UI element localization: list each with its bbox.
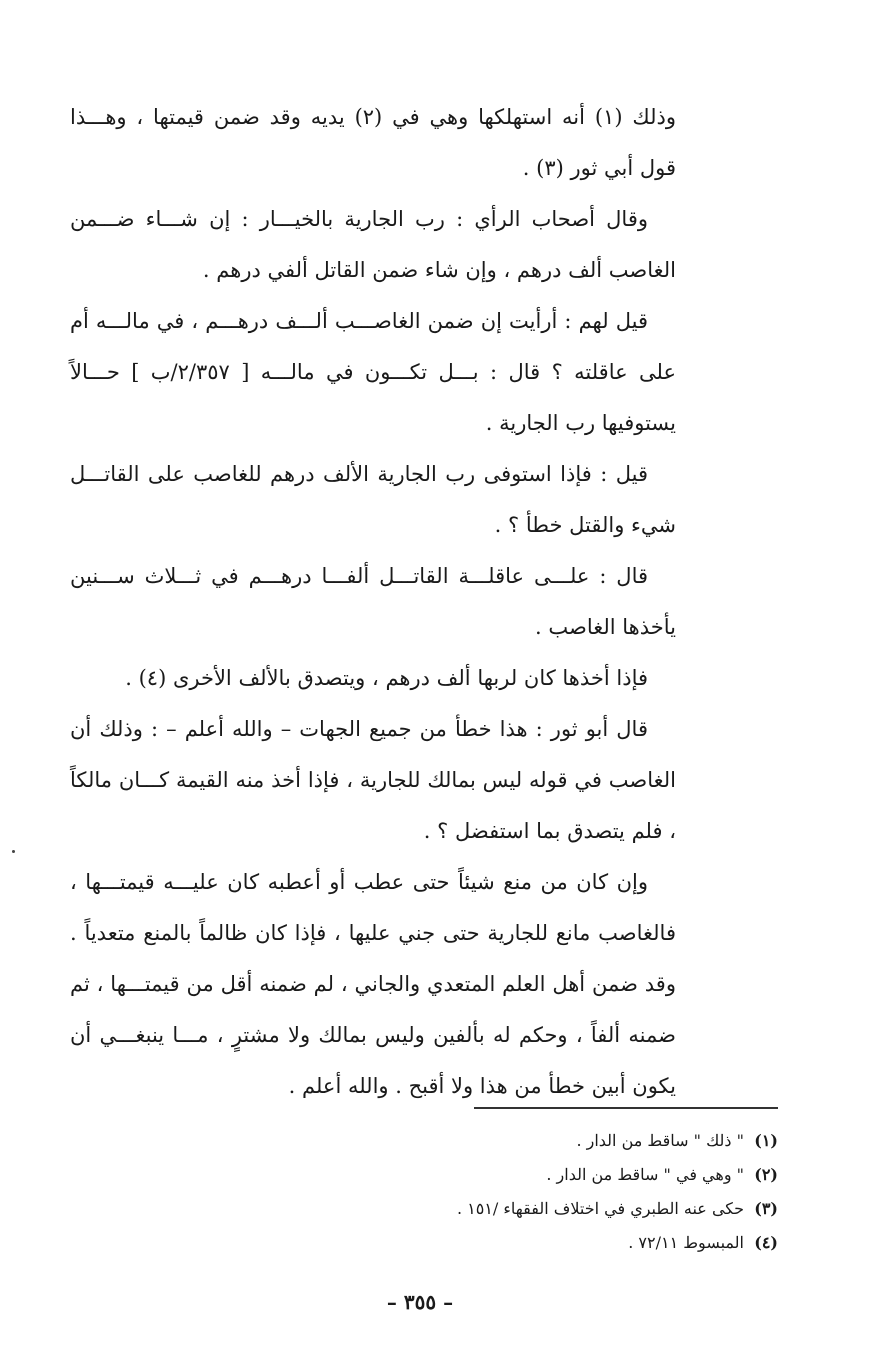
footnote-text: المبسوط ٧٢/١١ . <box>628 1233 744 1252</box>
paragraph-7: قال أبو ثور : هذا خطأ من جميع الجهات – والله أعلم – : وذلك أن الغاصب في قوله ليس بمالك للجارية ، فإذا أخذ منه القيمة كـــان مالكاً ، فلم يتصدق بما استفضل ؟ . <box>70 717 676 843</box>
paragraph-2: وقال أصحاب الرأي : رب الجارية بالخيـــار : إن شـــاء ضـــمن الغاصب ألف درهم ، وإن شاء ضمن القاتل ألفي درهم . <box>70 207 676 282</box>
paragraph-4: قيل : فإذا استوفى رب الجارية الألف درهم للغاصب على القاتـــل شيء والقتل خطأ ؟ . <box>70 462 676 537</box>
paragraph-3: قيل لهم : أرأيت إن ضمن الغاصـــب ألـــف درهـــم ، في مالـــه أم على عاقلته ؟ قال : بـــل تكـــون في مالـــه [ ٢/٣٥٧/ب ] حـــالاً يستوفيها رب الجارية . <box>70 309 677 435</box>
footnote-number: (١) <box>754 1131 778 1150</box>
footnote-number: (٢) <box>754 1165 778 1184</box>
margin-speck <box>12 850 15 853</box>
page-number: – ٣٥٥ – <box>386 1290 454 1314</box>
paragraph-8: وإن كان من منع شيئاً حتى عطب أو أعطبه كان عليـــه قيمتـــها ، فالغاصب مانع للجارية حتى جني عليها ، فإذا كان ظالماً بالمنع متعدياً . وقد ضمن أهل العلم المتعدي والجاني ، لم ضمنه أقل من قيمتـــها ، ثم ضمنه ألفاً ، وحكم له بألفين وليس بمالك ولا مشترٍ ، مـــا ينبغـــي أن يكون أبين خطأ من هذا ولا أقبح . والله أعلم . <box>70 870 676 1098</box>
footnote-separator <box>474 1107 778 1109</box>
paragraph-1: وذلك (١) أنه استهلكها وهي في (٢) يديه وقد ضمن قيمتها ، وهـــذا قول أبي ثور (٣) . <box>70 105 676 180</box>
footnote-text: " ذلك " ساقط من الدار . <box>576 1131 744 1150</box>
main-text <box>70 92 676 1112</box>
footnote-1 <box>300 1124 778 1158</box>
footnote-2 <box>300 1158 778 1192</box>
paragraph-6: فإذا أخذها كان لربها ألف درهم ، ويتصدق بالألف الأخرى (٤) . <box>125 666 648 690</box>
footnote-number: (٣) <box>754 1199 778 1218</box>
paragraph-5: قال : علـــى عاقلـــة القاتـــل ألفـــا درهـــم في ثـــلاث ســـنين يأخذها الغاصب . <box>70 564 676 639</box>
footnotes <box>300 1124 778 1260</box>
footnote-3 <box>300 1192 778 1226</box>
footnote-text: " وهي في " ساقط من الدار . <box>546 1165 744 1184</box>
footnote-text: حكى عنه الطبري في اختلاف الفقهاء /١٥١ . <box>456 1199 744 1218</box>
footnote-number: (٤) <box>754 1233 778 1252</box>
footnote-4 <box>300 1226 778 1260</box>
